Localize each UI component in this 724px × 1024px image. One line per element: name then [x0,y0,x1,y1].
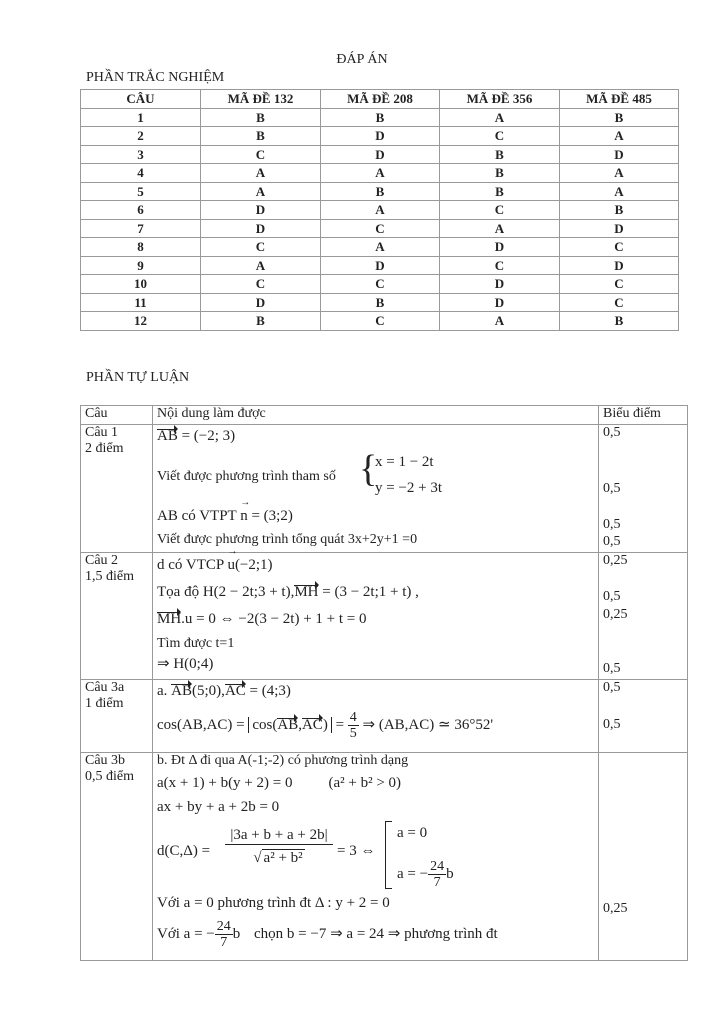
answer-cell: A [560,164,679,183]
question-number: 6 [81,201,201,220]
q3b-line1: b. Đt Δ đi qua A(-1;-2) có phương trình dạng [157,753,409,768]
q3a-line2: cos(AB,AC) = cos(AB,AC) = $\frac{4}{5}$ ⇒ (AB,AC) ≃ 36°52' [157,710,494,741]
mc-header-4: MÃ ĐỀ 485 [560,90,679,109]
q1-line2: Viết được phương trình tham số [157,469,336,484]
q1-line1: AB = (−2; 3) [157,428,236,444]
answer-cell: A [321,238,440,257]
table-row [81,238,679,257]
answer-cell: C [440,201,560,220]
table-row [81,182,679,201]
answer-cell: C [201,275,321,294]
answer-cell: D [560,219,679,238]
answer-cell: B [201,127,321,146]
table-row [81,219,679,238]
answer-cell: B [440,182,560,201]
answer-cell: C [201,145,321,164]
q3b-line6: Với a = − $\frac{24}{7}$ b chọn b = −7 ⇒ a = 24 ⇒ phương trình đt [157,919,498,950]
answer-cell: C [321,312,440,331]
q2-line4: Tìm được t=1 [157,636,235,651]
q3b-label: Câu 3b [85,753,126,768]
mc-section-title: PHẦN TRẮC NGHIỆM [86,70,225,85]
answer-cell: D [560,145,679,164]
q2-points: 1,5 điểm [85,569,134,584]
q1-score-3: 0,5 [603,517,621,532]
question-number: 9 [81,256,201,275]
q3a-score-1: 0,5 [603,680,621,695]
q2-line5: ⇒ H(0;4) [157,656,214,672]
essay-section-title: PHẦN TỰ LUẬN [86,370,190,385]
q2-label: Câu 2 [85,553,119,568]
q1-points: 2 điểm [85,441,124,456]
q3a-line1: a. AB(5;0),AC = (4;3) [157,683,291,699]
answer-cell: B [560,108,679,127]
essay-table [80,405,688,961]
answer-cell: A [560,182,679,201]
answer-cell: B [440,164,560,183]
essay-header-score: Biểu điểm [599,406,688,425]
answer-cell: D [440,293,560,312]
answer-cell: A [440,219,560,238]
mc-header-2: MÃ ĐỀ 208 [321,90,440,109]
answer-cell: A [560,127,679,146]
question-number: 1 [81,108,201,127]
answer-cell: D [560,256,679,275]
q2-line1: d có VTCP u →(−2;1) [157,557,273,574]
mc-header-0: CÂU [81,90,201,109]
answer-cell: A [440,312,560,331]
mc-header-1: MÃ ĐỀ 132 [201,90,321,109]
q3b-line3: ax + by + a + 2b = 0 [157,799,280,815]
table-row [81,275,679,294]
question-number: 7 [81,219,201,238]
q3b-points: 0,5 điểm [85,769,134,784]
page-title: ĐÁP ÁN [336,52,388,67]
answer-cell: C [321,219,440,238]
answer-cell: A [440,108,560,127]
answer-cell: C [560,275,679,294]
answer-cell: D [321,145,440,164]
answer-cell: D [440,238,560,257]
answer-cell: C [560,238,679,257]
q2-score-1: 0,25 [603,553,628,568]
q3a-score-2: 0,5 [603,717,621,732]
q3a-points: 1 điểm [85,696,124,711]
q2-line3: MH.u = 0 ⇔ −2(3 − 2t) + 1 + t = 0 [157,611,367,627]
table-row [81,312,679,331]
answer-cell: B [321,293,440,312]
mc-header-3: MÃ ĐỀ 356 [440,90,560,109]
q3b-score-1: 0,25 [603,901,628,916]
q1-line3: AB có VTPT n → = (3;2) [157,508,293,525]
essay-row-q3a [81,680,688,753]
q2-score-2: 0,5 [603,589,621,604]
answer-cell: C [440,256,560,275]
answer-cell: D [201,293,321,312]
q2-score-4: 0,5 [603,661,621,676]
q2-score-3: 0,25 [603,607,628,622]
table-row [81,145,679,164]
answer-cell: C [201,238,321,257]
answer-cell: C [321,275,440,294]
essay-row-q1: Câu 1 2 điểm AB = (−2; 3) Viết được phương trình tham số { x = 1 − 2t y = −2 + 3t AB có VTPT n → = (3;2) Viết được phương trình tổng quát 3x+2y+1 =0 0,5 0,5 0,5 0,5 [81,425,688,553]
answer-cell: A [321,201,440,220]
q3a-label: Câu 3a [85,680,125,695]
question-number: 2 [81,127,201,146]
question-number: 8 [81,238,201,257]
answer-cell: B [560,201,679,220]
answer-cell: A [201,256,321,275]
answer-cell: C [440,127,560,146]
q1-score-1: 0,5 [603,425,621,440]
answer-cell: A [201,182,321,201]
answer-cell: A [321,164,440,183]
answer-cell: B [321,108,440,127]
question-number: 4 [81,164,201,183]
answer-cell: D [201,219,321,238]
q1-score-4: 0,5 [603,534,621,549]
essay-header-question: Câu [81,406,153,425]
answer-cell: B [440,145,560,164]
question-number: 3 [81,145,201,164]
question-number: 5 [81,182,201,201]
answer-cell: A [201,164,321,183]
answer-cell: B [321,182,440,201]
table-row [81,293,679,312]
question-number: 11 [81,293,201,312]
q1-label: Câu 1 [85,425,119,440]
table-row [81,164,679,183]
answer-cell: D [440,275,560,294]
table-row [81,127,679,146]
essay-header-content: Nội dung làm được [153,406,599,425]
q2-line2: Tọa độ H(2 − 2t;3 + t),MH = (3 − 2t;1 + t) , [157,584,419,600]
essay-row-q3b: Câu 3b 0,5 điểm b. Đt Δ đi qua A(-1;-2) có phương trình dạng a(x + 1) + b(y + 2) = 0 (a² + b² > 0) ax + by + a + 2b = 0 d(C,Δ) = |3a + b + a + 2b| √ a² + b² = 3 ⇔ a = 0 a = − $\frac{24}{7}$ b Với a = 0 phương trình đt Δ : y + 2 = 0 Với a = − $\frac{24}{7}$ b chọn b = −7 ⇒ a = 24 ⇒ phương trình đt 0,25 [81,753,688,961]
question-number: 10 [81,275,201,294]
table-row [81,201,679,220]
q3b-line2: a(x + 1) + b(y + 2) = 0 (a² + b² > 0) [157,775,402,791]
q1-score-2: 0,5 [603,481,621,496]
table-row [81,108,679,127]
essay-row-q2 [81,553,688,680]
answer-cell: C [560,293,679,312]
answer-cell: D [201,201,321,220]
answer-cell: B [560,312,679,331]
question-number: 12 [81,312,201,331]
answer-cell: D [321,256,440,275]
answer-cell: B [201,312,321,331]
table-row [81,256,679,275]
q1-line4: Viết được phương trình tổng quát 3x+2y+1 =0 [157,532,418,547]
q3b-line5: Với a = 0 phương trình đt Δ : y + 2 = 0 [157,895,390,911]
answer-cell: D [321,127,440,146]
answer-table [80,89,679,331]
answer-cell: B [201,108,321,127]
